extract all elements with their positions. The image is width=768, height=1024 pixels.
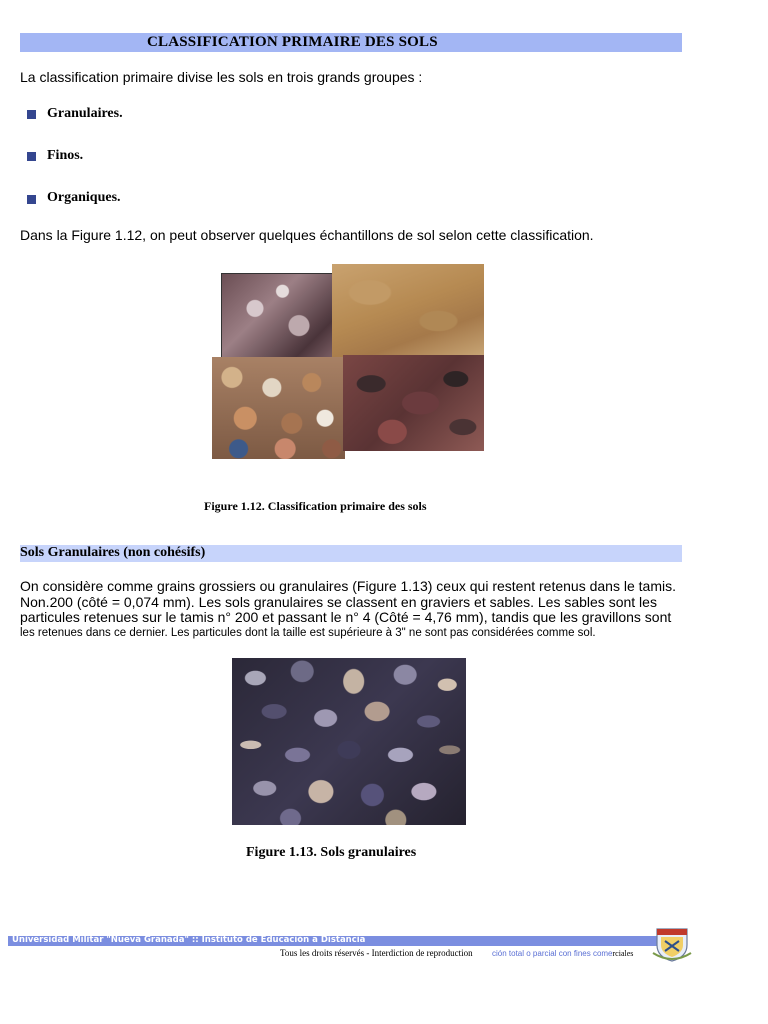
granular-line: particules retenues sur le tamis n° 200 et passant le n° 4 (Côté = 4,76 mm), tandis que les gravillons sont (20, 609, 672, 625)
bullet-square-icon (27, 195, 36, 204)
figure-intro-paragraph: Dans la Figure 1.12, on peut observer quelques échantillons de sol selon cette classification. (20, 227, 594, 243)
soil-sample-photo-3 (212, 357, 345, 459)
granular-soil-gravel-image (232, 658, 466, 825)
figure-1-12-caption: Figure 1.12. Classification primaire des sols (204, 499, 427, 513)
footer-extra-tail: rciales (612, 949, 634, 958)
footer-extra-blue: ción total o parcial con fines come (492, 949, 613, 958)
soil-sample-photo-1 (221, 273, 333, 361)
granular-line: les retenues dans ce dernier. Les particules dont la taille est supérieure à 3" ne sont pas considérées comme sol. (20, 626, 596, 639)
page-title-bar (20, 33, 682, 52)
footer-institution-text: Universidad Militar "Nueva Granada" :: Instituto de Educación a Distancia (12, 935, 366, 945)
soil-sample-photo-4 (343, 355, 484, 451)
soil-samples-collage-image (210, 263, 486, 461)
page-title: CLASSIFICATION PRIMAIRE DES SOLS (147, 34, 438, 50)
section-title: Sols Granulaires (non cohésifs) (20, 545, 206, 560)
bullet-square-icon (27, 110, 36, 119)
bullet-square-icon (27, 152, 36, 161)
granular-line: On considère comme grains grossiers ou granulaires (Figure 1.13) ceux qui restent retenus dans le tamis. (20, 578, 676, 594)
granular-paragraph (20, 579, 680, 641)
intro-paragraph: La classification primaire divise les sols en trois grands groupes : (20, 69, 423, 85)
soil-sample-photo-2 (332, 264, 484, 359)
figure-1-13-caption: Figure 1.13. Sols granulaires (246, 845, 417, 860)
footer-institution-bar (8, 936, 658, 946)
group-item-finos: Finos. (47, 148, 84, 163)
group-item-granulaires: Granulaires. (47, 106, 123, 121)
group-item-organiques: Organiques. (47, 190, 121, 205)
footer-extra-text (492, 949, 633, 958)
university-crest-logo-icon (651, 923, 693, 963)
granular-line: Non.200 (côté = 0,074 mm). Les sols granulaires se classent en graviers et sables. Les sables sont les (20, 593, 657, 610)
footer-rights-text: Tous les droits réservés - Interdiction de reproduction (280, 948, 473, 958)
section-heading-bar (20, 545, 682, 562)
